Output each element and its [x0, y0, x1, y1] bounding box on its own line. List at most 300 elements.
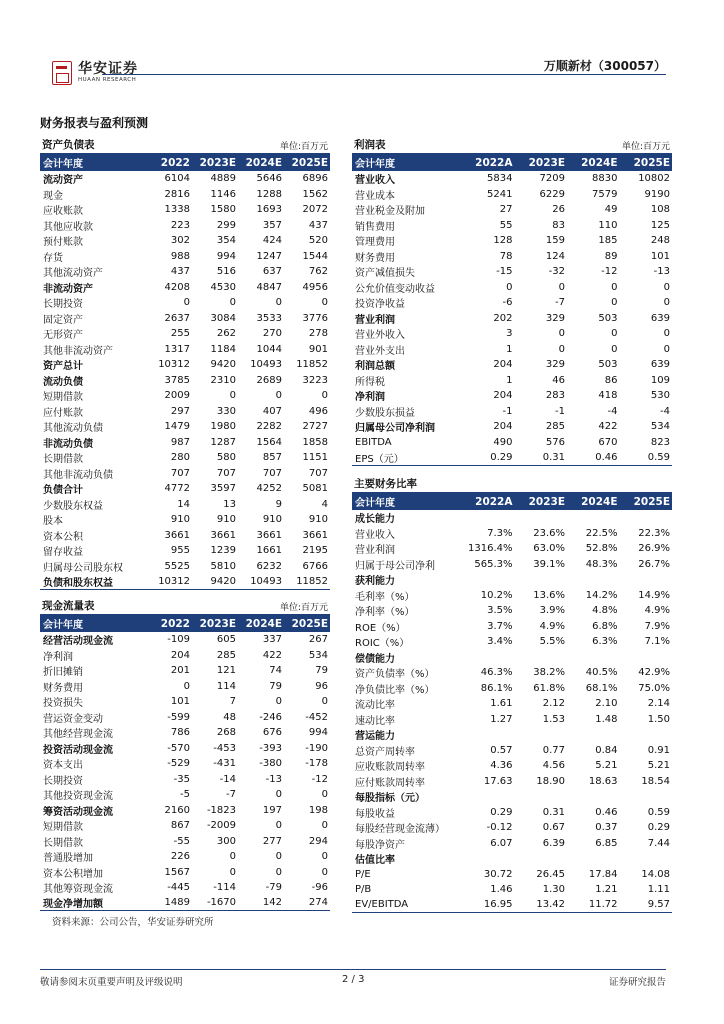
row-value: 74 — [269, 665, 282, 677]
row-value: 110 — [598, 219, 618, 231]
table-row — [352, 665, 672, 681]
row-value: 3661 — [210, 529, 236, 541]
row-label: 其他应收款 — [43, 221, 93, 233]
row-label: 无形资产 — [43, 330, 83, 342]
row-value: 297 — [170, 405, 190, 417]
row-value: 1.21 — [595, 884, 618, 896]
row-value: 1544 — [302, 250, 328, 262]
row-value: 0 — [229, 390, 236, 402]
row-value: 6.85 — [595, 837, 618, 849]
row-label: 净负债比率（%） — [355, 684, 435, 696]
row-value: 1.46 — [490, 884, 513, 896]
row-value: 0.29 — [490, 451, 513, 463]
row-value: 1562 — [302, 188, 328, 200]
row-value: 0 — [183, 297, 190, 309]
row-value: -393 — [259, 742, 282, 754]
row-value: 30.72 — [483, 868, 513, 880]
logo — [52, 60, 138, 86]
row-value: 4889 — [210, 173, 236, 185]
row-value: 283 — [545, 390, 565, 402]
page-number: 2 / 3 — [342, 974, 365, 985]
row-value: 7209 — [539, 173, 565, 185]
row-value: 114 — [216, 680, 236, 692]
row-value: 1564 — [256, 436, 282, 448]
row-value: 89 — [604, 250, 618, 262]
row-value: 9.57 — [647, 899, 670, 911]
row-value: 5241 — [487, 188, 513, 200]
table-row — [40, 834, 330, 850]
row-value: 26.9% — [638, 543, 670, 555]
row-value: 637 — [262, 266, 282, 278]
row-value: 13.6% — [533, 589, 565, 601]
row-value: 83 — [552, 219, 565, 231]
row-value: 10.2% — [480, 589, 513, 601]
row-value: 1693 — [256, 204, 282, 216]
row-value: 9420 — [210, 575, 236, 587]
row-value: 707 — [216, 467, 236, 479]
row-label: 资本公积增加 — [43, 868, 103, 880]
row-value: 910 — [262, 514, 282, 526]
row-value: 4208 — [164, 281, 190, 293]
footer-disclaimer: 敬请参阅末页重要声明及评级说明 — [40, 977, 183, 988]
row-value: 299 — [216, 219, 236, 231]
row-value: 0 — [321, 390, 328, 402]
row-label: 财务费用 — [355, 252, 395, 264]
logo-text-cn: 华安证券 — [78, 61, 138, 78]
table-row — [40, 632, 330, 648]
table-row — [352, 280, 672, 296]
table-row — [352, 435, 672, 451]
row-value: 10312 — [158, 575, 190, 587]
row-value: 0 — [321, 789, 328, 801]
table-row — [352, 218, 672, 234]
header-year: 2023E — [528, 495, 565, 508]
row-value: 6.3% — [592, 636, 618, 648]
row-value: 1 — [506, 343, 513, 355]
row-label: 净利润 — [355, 392, 385, 404]
header-year: 2025E — [633, 495, 670, 508]
row-value: 2816 — [164, 188, 190, 200]
table-row — [40, 512, 330, 528]
row-label: 应收账款 — [43, 206, 83, 218]
row-label: 估值比率 — [355, 855, 395, 867]
row-value: 337 — [262, 634, 282, 646]
row-value: 14.9% — [638, 589, 670, 601]
row-value: -190 — [305, 742, 328, 754]
row-label: 短期借款 — [43, 822, 83, 834]
table-row — [352, 419, 672, 435]
table-row — [352, 526, 672, 542]
row-value: 1247 — [256, 250, 282, 262]
row-value: -7 — [226, 789, 236, 801]
row-value: 676 — [262, 727, 282, 739]
row-value: -570 — [167, 742, 190, 754]
table-row — [352, 820, 672, 836]
row-value: 1.61 — [490, 698, 513, 710]
table-caption — [352, 138, 672, 154]
header-year: 2025E — [291, 617, 328, 630]
row-value: 26.45 — [536, 868, 565, 880]
row-value: 2195 — [302, 545, 328, 557]
row-value: 4.9% — [539, 620, 565, 632]
row-value: 8830 — [592, 173, 618, 185]
row-label: 股本 — [43, 516, 63, 528]
row-label: 归属母公司净利润 — [355, 423, 435, 435]
row-value: 6.8% — [592, 620, 618, 632]
row-value: 101 — [650, 250, 670, 262]
table-row — [352, 249, 672, 265]
table-header-row — [40, 615, 330, 632]
table-row — [40, 233, 330, 249]
row-value: 1316.4% — [468, 543, 513, 555]
row-value: -2009 — [206, 820, 236, 832]
row-label: 净利润 — [43, 651, 73, 663]
row-value: 197 — [262, 804, 282, 816]
row-value: 185 — [598, 235, 618, 247]
row-value: 707 — [308, 467, 328, 479]
row-value: 10493 — [250, 575, 282, 587]
row-label: EPS（元） — [355, 453, 404, 465]
header-label: 会计年度 — [355, 498, 395, 509]
row-value: 5810 — [210, 560, 236, 572]
row-value: 1151 — [302, 452, 328, 464]
table-row — [40, 202, 330, 218]
row-value: 1980 — [210, 421, 236, 433]
row-value: 86.1% — [480, 682, 513, 694]
table-row — [40, 171, 330, 187]
row-value: 274 — [308, 897, 328, 909]
row-label: 非流动资产 — [43, 283, 93, 295]
row-value: 0 — [321, 696, 328, 708]
row-label: 其他筹资现金流 — [43, 884, 113, 896]
row-value: 4956 — [302, 281, 328, 293]
row-value: 128 — [493, 235, 513, 247]
table-caption — [352, 477, 672, 493]
table-row — [40, 818, 330, 834]
row-label: 流动比率 — [355, 700, 395, 712]
header-year: 2023E — [199, 156, 236, 169]
row-value: 79 — [269, 680, 282, 692]
row-label: 少数股东损益 — [355, 407, 415, 419]
table-row — [40, 435, 330, 451]
row-label: 其他投资现金流 — [43, 791, 113, 803]
row-label: ROE（%） — [355, 622, 406, 634]
row-label: 资本公积 — [43, 531, 83, 543]
row-value: 3533 — [256, 312, 282, 324]
row-label: 现金 — [43, 190, 63, 202]
row-value: 49 — [604, 204, 618, 216]
row-value: 2.12 — [542, 698, 565, 710]
row-value: -4 — [660, 405, 670, 417]
row-value: 6104 — [164, 173, 190, 185]
row-value: 61.8% — [533, 682, 565, 694]
row-value: 357 — [262, 219, 282, 231]
row-value: 0 — [275, 297, 282, 309]
row-value: 1489 — [164, 897, 190, 909]
row-label: 营业收入 — [355, 175, 395, 187]
row-value: 0 — [506, 281, 513, 293]
row-value: 10312 — [158, 359, 190, 371]
row-value: 0.57 — [490, 744, 513, 756]
row-label: 所得税 — [355, 376, 385, 388]
row-value: 3661 — [302, 529, 328, 541]
row-value: -14 — [219, 773, 236, 785]
table-row — [352, 603, 672, 619]
row-value: 424 — [262, 235, 282, 247]
company-title: 万顺新材（300057） — [543, 59, 666, 73]
row-value: 490 — [493, 436, 513, 448]
row-label: 营业税金及附加 — [355, 206, 425, 218]
row-value: 262 — [216, 328, 236, 340]
row-value: 2.10 — [595, 698, 618, 710]
row-value: 5646 — [256, 173, 282, 185]
footer-doc-type: 证券研究报告 — [608, 977, 666, 988]
row-value: 2072 — [302, 204, 328, 216]
row-value: 39.1% — [533, 558, 565, 570]
row-value: -599 — [167, 711, 190, 723]
row-label: 销售费用 — [355, 221, 395, 233]
table-row — [40, 481, 330, 497]
row-value: 503 — [598, 312, 618, 324]
row-value: 14.2% — [585, 589, 618, 601]
row-label: 其他流动负债 — [43, 423, 103, 435]
row-value: 3597 — [210, 483, 236, 495]
row-value: 0 — [183, 680, 190, 692]
table-row — [40, 187, 330, 203]
row-label: 流动负债 — [43, 376, 83, 388]
table-row — [352, 836, 672, 852]
table-row — [40, 373, 330, 389]
table-title: 资产负债表 — [42, 139, 95, 151]
table-row — [352, 867, 672, 883]
row-value: -1 — [555, 405, 565, 417]
row-label: 营业利润 — [355, 545, 395, 557]
row-value: 910 — [216, 514, 236, 526]
row-label: 存货 — [43, 252, 63, 264]
row-value: 204 — [493, 359, 513, 371]
table-caption — [40, 138, 330, 154]
row-value: 0.59 — [647, 806, 670, 818]
row-value: 27 — [499, 204, 513, 216]
row-label: ROIC（%） — [355, 638, 410, 650]
row-value: 1 — [506, 374, 513, 386]
row-label: 每股指标（元） — [355, 793, 425, 805]
table-row — [352, 357, 672, 373]
row-value: -1670 — [206, 897, 236, 909]
row-label: 非流动负债 — [43, 438, 93, 450]
table-row — [352, 789, 672, 805]
row-value: 11852 — [296, 359, 328, 371]
footer-divider — [40, 969, 666, 970]
row-value: 1479 — [164, 421, 190, 433]
table-row — [352, 650, 672, 666]
header-label: 会计年度 — [43, 620, 83, 631]
row-value: 17.63 — [483, 775, 513, 787]
row-value: -13 — [265, 773, 282, 785]
row-label: 利润总额 — [355, 361, 395, 373]
row-value: -79 — [265, 882, 282, 894]
row-value: 18.63 — [588, 775, 618, 787]
row-value: 142 — [262, 897, 282, 909]
row-label: 每股收益 — [355, 808, 395, 820]
row-value: 6.07 — [490, 837, 513, 849]
row-value: 4530 — [210, 281, 236, 293]
row-value: 300 — [216, 835, 236, 847]
row-value: 125 — [650, 219, 670, 231]
row-value: 0.91 — [647, 744, 670, 756]
row-value: 11852 — [296, 575, 328, 587]
row-value: 285 — [545, 421, 565, 433]
row-value: 0 — [229, 297, 236, 309]
table-row — [40, 419, 330, 435]
row-value: 1288 — [256, 188, 282, 200]
table-row — [40, 694, 330, 710]
row-value: -7 — [555, 297, 565, 309]
table-row — [352, 233, 672, 249]
row-value: 7.3% — [487, 527, 513, 539]
table-row — [352, 388, 672, 404]
row-value: 0 — [663, 297, 670, 309]
row-value: 1.11 — [647, 884, 670, 896]
row-label: 长期借款 — [43, 454, 83, 466]
row-value: -178 — [305, 758, 328, 770]
table-row — [352, 696, 672, 712]
row-label: 投资净收益 — [355, 299, 405, 311]
header-divider — [102, 74, 666, 75]
row-value: 4847 — [256, 281, 282, 293]
table-row — [352, 774, 672, 790]
row-value: 707 — [170, 467, 190, 479]
row-value: 268 — [216, 727, 236, 739]
table-row — [40, 326, 330, 342]
row-value: 302 — [170, 235, 190, 247]
row-value: 496 — [308, 405, 328, 417]
row-label: 营业外支出 — [355, 345, 405, 357]
table-row — [40, 295, 330, 311]
row-value: 204 — [493, 390, 513, 402]
header-year: 2025E — [633, 156, 670, 169]
row-value: 23.6% — [533, 527, 565, 539]
row-value: 3.7% — [487, 620, 513, 632]
row-value: 202 — [493, 312, 513, 324]
row-value: 1661 — [256, 545, 282, 557]
row-label: 资本支出 — [43, 760, 83, 772]
row-value: 516 — [216, 266, 236, 278]
header-year: 2023E — [528, 156, 565, 169]
row-value: 5.21 — [595, 760, 618, 772]
row-value: 1.27 — [490, 713, 513, 725]
row-value: 530 — [650, 390, 670, 402]
row-label: 长期投资 — [43, 775, 83, 787]
row-label: P/E — [355, 868, 371, 880]
table-row — [352, 588, 672, 604]
row-value: 0 — [558, 281, 565, 293]
row-value: 16.95 — [483, 899, 513, 911]
row-value: 0 — [611, 343, 618, 355]
row-label: 应付账款周转率 — [355, 777, 425, 789]
row-value: 639 — [650, 359, 670, 371]
row-value: 437 — [308, 219, 328, 231]
row-label: 流动资产 — [43, 175, 83, 187]
income-statement-table — [352, 138, 672, 466]
row-value: 0 — [663, 328, 670, 340]
row-value: 3084 — [210, 312, 236, 324]
row-label: 其他流动资产 — [43, 268, 103, 280]
header-year: 2022 — [160, 156, 190, 169]
row-label: 留存收益 — [43, 547, 83, 559]
table-row — [40, 803, 330, 819]
table-title: 现金流量表 — [42, 600, 95, 612]
row-label: 普通股增加 — [43, 853, 93, 865]
row-value: 2.14 — [647, 698, 670, 710]
row-value: 994 — [216, 250, 236, 262]
row-value: 96 — [315, 680, 328, 692]
row-value: 1580 — [210, 204, 236, 216]
table-row — [352, 758, 672, 774]
table-row — [352, 264, 672, 280]
row-value: 0 — [275, 696, 282, 708]
table-unit: 单位:百万元 — [621, 142, 670, 152]
row-label: 应收账款周转率 — [355, 762, 425, 774]
table-row — [40, 865, 330, 881]
row-value: -452 — [305, 711, 328, 723]
table-title: 主要财务比率 — [354, 478, 417, 490]
table-row — [40, 450, 330, 466]
row-value: 204 — [493, 421, 513, 433]
row-value: -1 — [502, 405, 513, 417]
row-label: 其他经营现金流 — [43, 729, 113, 741]
row-value: 867 — [170, 820, 190, 832]
row-label: 现金净增加额 — [43, 899, 103, 911]
row-value: 0.46 — [595, 451, 618, 463]
row-label: 应付账款 — [43, 407, 83, 419]
row-label: 归属于母公司净利 — [355, 560, 435, 572]
row-value: 1317 — [164, 343, 190, 355]
table-row — [40, 648, 330, 664]
table-caption — [40, 599, 330, 615]
row-label: EV/EBITDA — [355, 899, 409, 911]
row-value: 121 — [216, 665, 236, 677]
row-value: 1.53 — [542, 713, 565, 725]
row-value: 0 — [611, 281, 618, 293]
row-value: 786 — [170, 727, 190, 739]
table-row — [352, 712, 672, 728]
row-value: 0.31 — [542, 806, 565, 818]
row-label: 投资活动现金流 — [43, 744, 113, 756]
table-row — [40, 787, 330, 803]
table-row — [40, 896, 330, 912]
row-value: -114 — [213, 882, 236, 894]
row-value: 1.48 — [595, 713, 618, 725]
row-value: 109 — [650, 374, 670, 386]
row-value: 11.72 — [588, 899, 618, 911]
row-value: 422 — [262, 649, 282, 661]
row-value: 3 — [506, 328, 513, 340]
row-value: 520 — [308, 235, 328, 247]
row-value: 0 — [558, 343, 565, 355]
row-value: 0.29 — [647, 822, 670, 834]
row-value: 1.30 — [542, 884, 565, 896]
row-value: 2282 — [256, 421, 282, 433]
row-value: 9190 — [644, 188, 670, 200]
row-label: 营业外收入 — [355, 330, 405, 342]
row-value: 0 — [321, 297, 328, 309]
row-value: 0.29 — [490, 806, 513, 818]
row-value: 14.08 — [641, 868, 670, 880]
row-label: 成长能力 — [355, 514, 395, 526]
row-value: 42.9% — [638, 667, 670, 679]
table-row — [352, 295, 672, 311]
